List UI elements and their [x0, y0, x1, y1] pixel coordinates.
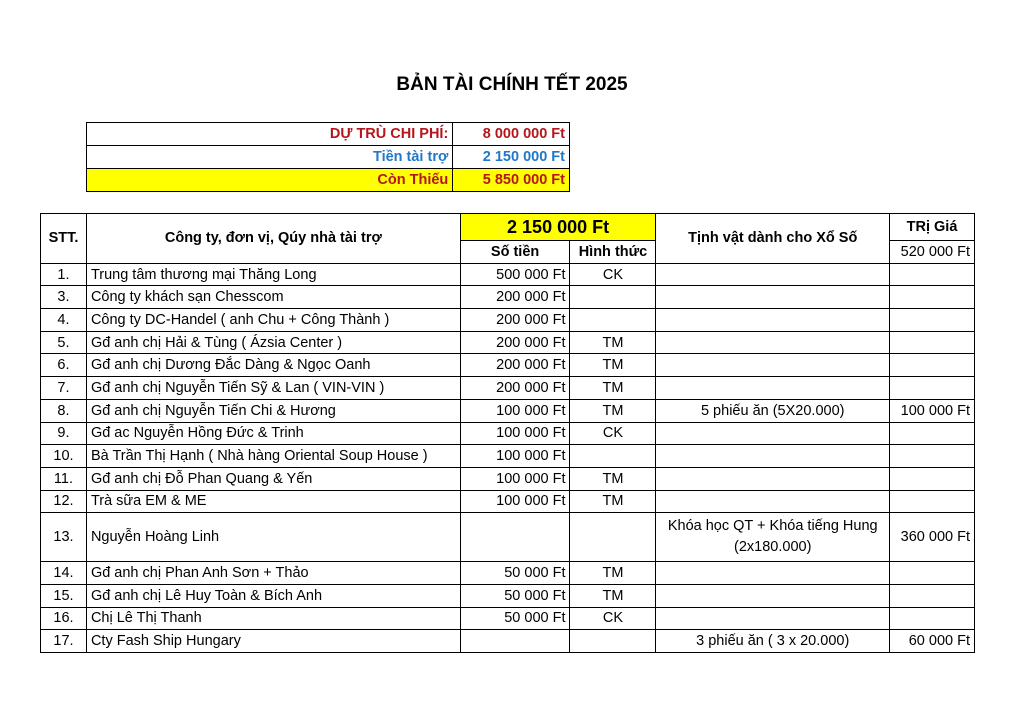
row-name: Chị Lê Thị Thanh	[86, 607, 460, 630]
row-form	[570, 513, 656, 562]
budget-label: DỰ TRÙ CHI PHÍ:	[87, 123, 453, 146]
header-company: Công ty, đơn vị, Qúy nhà tài trợ	[86, 214, 460, 264]
row-value	[890, 354, 975, 377]
row-name: Gđ anh chị Phan Anh Sơn + Thảo	[86, 562, 460, 585]
budget-value: 8 000 000 Ft	[453, 123, 570, 146]
row-name: Gđ anh chị Lê Huy Toàn & Bích Anh	[86, 584, 460, 607]
header-row-1	[41, 214, 975, 241]
row-name: Gđ anh chị Dương Đắc Dàng & Ngọc Oanh	[86, 354, 460, 377]
row-value: 360 000 Ft	[890, 513, 975, 562]
row-name: Gđ anh chị Đỗ Phan Quang & Yến	[86, 467, 460, 490]
row-amount: 100 000 Ft	[460, 399, 570, 422]
row-value	[890, 607, 975, 630]
row-value	[890, 490, 975, 513]
row-prize	[656, 467, 890, 490]
table-row	[41, 399, 975, 422]
row-value	[890, 309, 975, 332]
row-name: Trà sữa EM & ME	[86, 490, 460, 513]
row-amount: 200 000 Ft	[460, 309, 570, 332]
row-stt: 13.	[41, 513, 87, 562]
row-amount	[460, 630, 570, 653]
row-amount: 50 000 Ft	[460, 584, 570, 607]
table-row	[41, 377, 975, 400]
table-body	[41, 263, 975, 652]
row-amount	[460, 513, 570, 562]
header-value: TRị Giá	[890, 214, 975, 241]
row-amount: 50 000 Ft	[460, 562, 570, 585]
row-value	[890, 263, 975, 286]
table-row	[41, 422, 975, 445]
row-prize	[656, 309, 890, 332]
row-name: Gđ ac Nguyễn Hồng Đức & Trinh	[86, 422, 460, 445]
table-row	[41, 467, 975, 490]
row-stt: 7.	[41, 377, 87, 400]
row-stt: 5.	[41, 331, 87, 354]
row-amount: 200 000 Ft	[460, 331, 570, 354]
row-stt: 14.	[41, 562, 87, 585]
missing-label: Còn Thiếu	[87, 169, 453, 192]
row-stt: 12.	[41, 490, 87, 513]
row-amount: 200 000 Ft	[460, 286, 570, 309]
page-title: BẢN TÀI CHÍNH TẾT 2025	[396, 74, 628, 95]
row-name: Gđ anh chị Nguyễn Tiến Sỹ & Lan ( VIN-VIN )	[86, 377, 460, 400]
table-row	[41, 490, 975, 513]
row-value	[890, 445, 975, 468]
summary-table	[86, 122, 570, 192]
row-name: Bà Trần Thị Hạnh ( Nhà hàng Oriental Soup House )	[86, 445, 460, 468]
header-value-total: 520 000 Ft	[890, 241, 975, 264]
row-prize	[656, 286, 890, 309]
row-amount: 50 000 Ft	[460, 607, 570, 630]
row-amount: 500 000 Ft	[460, 263, 570, 286]
row-stt: 6.	[41, 354, 87, 377]
row-stt: 16.	[41, 607, 87, 630]
row-name: Công ty khách sạn Chesscom	[86, 286, 460, 309]
row-stt: 9.	[41, 422, 87, 445]
row-name: Công ty DC-Handel ( anh Chu + Công Thành )	[86, 309, 460, 332]
row-name: Nguyễn Hoàng Linh	[86, 513, 460, 562]
header-total: 2 150 000 Ft	[460, 214, 656, 241]
row-form	[570, 286, 656, 309]
row-prize	[656, 331, 890, 354]
row-amount: 200 000 Ft	[460, 377, 570, 400]
sponsor-value: 2 150 000 Ft	[453, 146, 570, 169]
row-value	[890, 584, 975, 607]
row-prize: Khóa học QT + Khóa tiếng Hung (2x180.000)	[656, 513, 890, 562]
row-prize	[656, 562, 890, 585]
row-form	[570, 630, 656, 653]
row-stt: 17.	[41, 630, 87, 653]
row-form: CK	[570, 607, 656, 630]
row-form: CK	[570, 422, 656, 445]
table-row	[41, 331, 975, 354]
row-prize	[656, 584, 890, 607]
row-prize: 3 phiếu ăn ( 3 x 20.000)	[656, 630, 890, 653]
row-prize	[656, 354, 890, 377]
row-value	[890, 286, 975, 309]
row-form: TM	[570, 331, 656, 354]
row-value	[890, 331, 975, 354]
table-row	[41, 286, 975, 309]
row-value	[890, 422, 975, 445]
row-form: CK	[570, 263, 656, 286]
summary-row-missing	[87, 169, 570, 192]
row-prize	[656, 377, 890, 400]
table-row	[41, 513, 975, 562]
row-name: Gđ anh chị Nguyễn Tiến Chi & Hương	[86, 399, 460, 422]
row-prize	[656, 422, 890, 445]
row-name: Trung tâm thương mại Thăng Long	[86, 263, 460, 286]
row-stt: 4.	[41, 309, 87, 332]
sponsor-label: Tiền tài trợ	[87, 146, 453, 169]
row-form: TM	[570, 490, 656, 513]
row-form: TM	[570, 354, 656, 377]
table-row	[41, 263, 975, 286]
row-prize	[656, 490, 890, 513]
row-value	[890, 467, 975, 490]
row-prize	[656, 263, 890, 286]
row-stt: 8.	[41, 399, 87, 422]
row-value	[890, 377, 975, 400]
row-stt: 15.	[41, 584, 87, 607]
header-prize: Tịnh vật dành cho Xổ Số	[656, 214, 890, 264]
row-form	[570, 445, 656, 468]
row-prize: 5 phiếu ăn (5X20.000)	[656, 399, 890, 422]
summary-row-sponsor	[87, 146, 570, 169]
row-amount: 100 000 Ft	[460, 445, 570, 468]
row-stt: 10.	[41, 445, 87, 468]
row-amount: 100 000 Ft	[460, 422, 570, 445]
table-row	[41, 309, 975, 332]
row-value	[890, 562, 975, 585]
row-stt: 1.	[41, 263, 87, 286]
row-form: TM	[570, 399, 656, 422]
row-form: TM	[570, 467, 656, 490]
row-stt: 3.	[41, 286, 87, 309]
row-amount: 100 000 Ft	[460, 490, 570, 513]
row-form	[570, 309, 656, 332]
summary-row-budget	[87, 123, 570, 146]
header-stt: STT.	[41, 214, 87, 264]
row-amount: 100 000 Ft	[460, 467, 570, 490]
row-value: 100 000 Ft	[890, 399, 975, 422]
table-row	[41, 445, 975, 468]
sponsor-table	[40, 213, 975, 653]
header-amount: Số tiền	[460, 241, 570, 264]
header-form: Hình thức	[570, 241, 656, 264]
row-prize	[656, 607, 890, 630]
missing-value: 5 850 000 Ft	[453, 169, 570, 192]
row-stt: 11.	[41, 467, 87, 490]
table-row	[41, 562, 975, 585]
row-value: 60 000 Ft	[890, 630, 975, 653]
row-prize	[656, 445, 890, 468]
row-name: Gđ anh chị Hải & Tùng ( Ázsia Center )	[86, 331, 460, 354]
row-form: TM	[570, 377, 656, 400]
row-name: Cty Fash Ship Hungary	[86, 630, 460, 653]
table-row	[41, 354, 975, 377]
table-row	[41, 630, 975, 653]
row-form: TM	[570, 584, 656, 607]
row-amount: 200 000 Ft	[460, 354, 570, 377]
row-form: TM	[570, 562, 656, 585]
table-row	[41, 584, 975, 607]
table-row	[41, 607, 975, 630]
